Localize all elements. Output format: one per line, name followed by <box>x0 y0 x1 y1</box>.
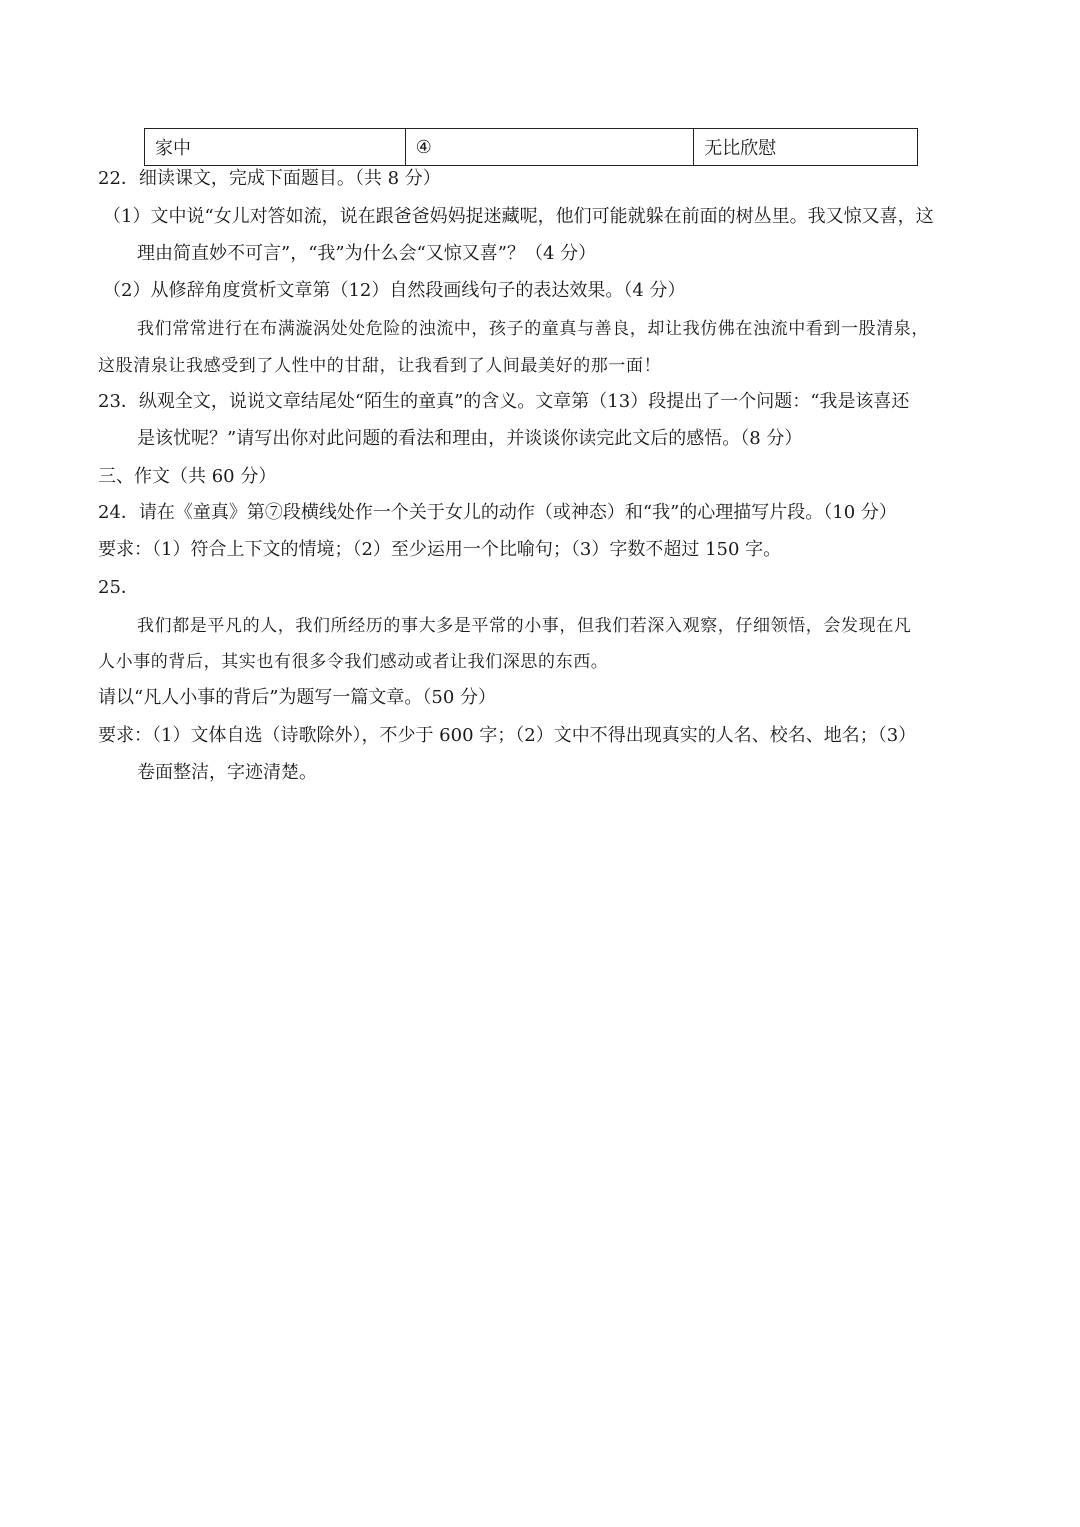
table-cell-feeling: 无比欣慰 <box>694 129 918 166</box>
section-composition-title: 三、作文（共 60 分） <box>98 466 277 487</box>
table-cell-place: 家中 <box>145 129 406 166</box>
quoted-passage-line1: 我们常常进行在布满漩涡处处危险的浊流中，孩子的童真与善良，却让我仿佛在浊流中看到一股清泉， <box>137 319 929 339</box>
quoted-passage-line2: 这股清泉让我感受到了人性中的甘甜，让我看到了人间最美好的那一面！ <box>98 356 662 376</box>
question-25-task: 请以“凡人小事的背后”为题写一篇文章。（50 分） <box>98 687 497 708</box>
question-24-requirements: 要求：（1）符合上下文的情境；（2）至少运用一个比喻句；（3）字数不超过 150 字。 <box>98 539 782 560</box>
table-row <box>145 129 918 166</box>
question-22-2: （2）从修辞角度赏析文章第（12）自然段画线句子的表达效果。（4 分） <box>103 280 686 301</box>
table-cell-blank: ④ <box>405 129 694 166</box>
question-23-line2: 是该忧呢？”请写出你对此问题的看法和理由，并谈谈你读完此文后的感悟。（8 分） <box>137 428 803 449</box>
question-24: 24．请在《童真》第⑦段横线处作一个关于女儿的动作（或神态）和“我”的心理描写片段。（10 分） <box>98 502 897 523</box>
question-22-1-line2: 理由简直妙不可言”，“我”为什么会“又惊又喜”？（4 分） <box>137 243 597 264</box>
question-22-title: 22．细读课文，完成下面题目。（共 8 分） <box>98 168 441 189</box>
question-25-number: 25． <box>98 577 139 598</box>
answer-table <box>144 128 918 166</box>
question-22-1-line1: （1）文中说“女儿对答如流，说在跟爸爸妈妈捉迷藏呢，他们可能就躲在前面的树丛里。我又惊又喜，这 <box>103 206 934 227</box>
prompt-material-line1: 我们都是平凡的人，我们所经历的事大多是平常的小事，但我们若深入观察，仔细领悟，会发现在凡 <box>137 616 912 636</box>
question-23-line1: 23．纵观全文，说说文章结尾处“陌生的童真”的含义。文章第（13）段提出了一个问题：“我是该喜还 <box>98 391 910 412</box>
question-25-requirements-line2: 卷面整洁，字迹清楚。 <box>137 762 317 783</box>
question-25-requirements-line1: 要求：（1）文体自选（诗歌除外），不少于 600 字；（2）文中不得出现真实的人名、校名、地名；（3） <box>98 725 917 746</box>
prompt-material-line2: 人小事的背后，其实也有很多令我们感动或者让我们深思的东西。 <box>98 652 609 672</box>
